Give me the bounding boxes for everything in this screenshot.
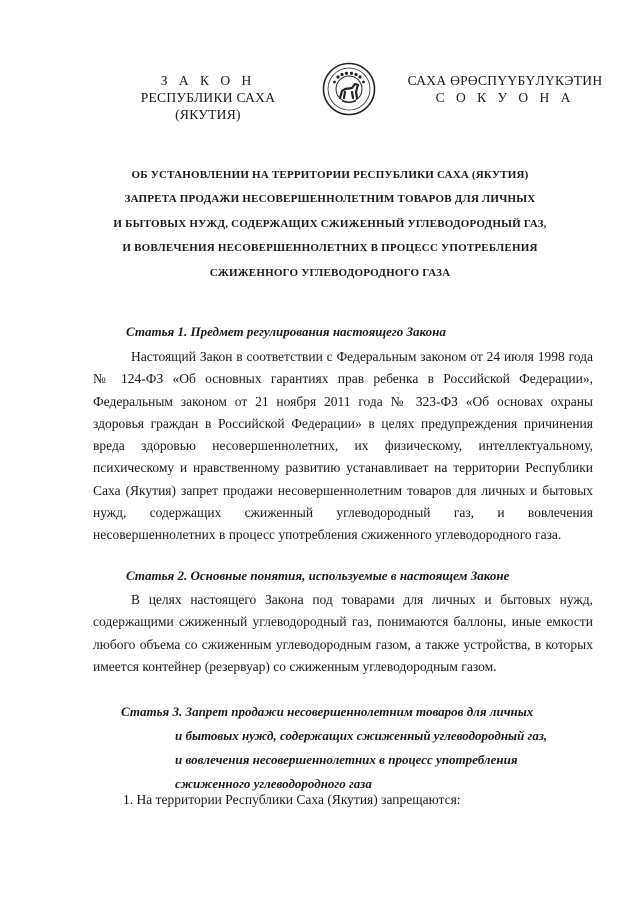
- header-right-law: С О К У О Н А: [435, 90, 575, 105]
- article3-heading-line: Статья 3. Запрет продажи несовершеннолетним товаров для личных: [121, 704, 534, 719]
- article3-heading-line: и вовлечения несовершеннолетних в процесс употребления: [175, 752, 518, 767]
- title-line: ЗАПРЕТА ПРОДАЖИ НЕСОВЕРШЕННОЛЕТНИМ ТОВАРОВ ДЛЯ ЛИЧНЫХ: [124, 193, 536, 206]
- header-right: [405, 72, 605, 106]
- title-line: И ВОВЛЕЧЕНИЯ НЕСОВЕРШЕННОЛЕТНИХ В ПРОЦЕСС УПОТРЕБЛЕНИЯ: [122, 242, 538, 255]
- article2-heading: Статья 2. Основные понятия, используемые в настоящем Законе: [126, 568, 510, 583]
- header-left: [108, 72, 308, 123]
- article1-text: Настоящий Закон в соответствии с Федеральным законом от 24 июля 1998 года № 124-ФЗ «Об основных гарантиях прав ребенка в Российской Федерации», Федеральным законом от 21 ноября 2011 года № 323-ФЗ «Об основах охраны здоровья граждан в Российской Федерации» в целях предупреждения причинения вреда здоровью несовершеннолетних, их физическому, интеллектуальному, психическому и нравственному развитию устанавливает на территории Республики Саха (Якутия) запрет продажи несовершеннолетним товаров для личных и бытовых нужд, содержащих сжиженный углеводородный газ, и вовлечения несовершеннолетних в процесс употребления сжиженного углеводородного газа.: [93, 349, 593, 543]
- title-line: И БЫТОВЫХ НУЖД, СОДЕРЖАЩИХ СЖИЖЕННЫЙ УГЛЕВОДОРОДНЫЙ ГАЗ,: [113, 217, 547, 230]
- title-line: СЖИЖЕННОГО УГЛЕВОДОРОДНОГО ГАЗА: [209, 266, 451, 279]
- article3-heading-line: и бытовых нужд, содержащих сжиженный углеводородный газ,: [175, 728, 548, 743]
- header-right-republic: САХА ӨРӨСПҮҮБҮЛҮКЭТИН: [407, 73, 603, 88]
- title-line: ОБ УСТАНОВЛЕНИИ НА ТЕРРИТОРИИ РЕСПУБЛИКИ САХА (ЯКУТИЯ): [131, 169, 529, 181]
- article3-heading: [121, 700, 581, 796]
- law-title: [100, 163, 560, 285]
- article3-item1: 1. На территории Республики Саха (Якутия) запрещаются:: [123, 792, 461, 807]
- article3-heading-line: сжиженного углеводородного газа: [175, 776, 372, 791]
- article1-heading: Статья 1. Предмет регулирования настоящего Закона: [126, 324, 446, 339]
- article2-text: В целях настоящего Закона под товарами для личных и бытовых нужд, содержащими сжиженный углеводородный газ, понимаются баллоны, иные емкости любого объема со сжиженным углеводородным газом, а также устройства, в которых имеется контейнер (резервуар) со сжиженным углеводородным газом.: [93, 592, 593, 674]
- yakutia-emblem-icon: [322, 62, 376, 116]
- header-left-law: З А К О Н: [160, 73, 256, 88]
- header-left-republic: РЕСПУБЛИКИ САХА (ЯКУТИЯ): [140, 90, 276, 122]
